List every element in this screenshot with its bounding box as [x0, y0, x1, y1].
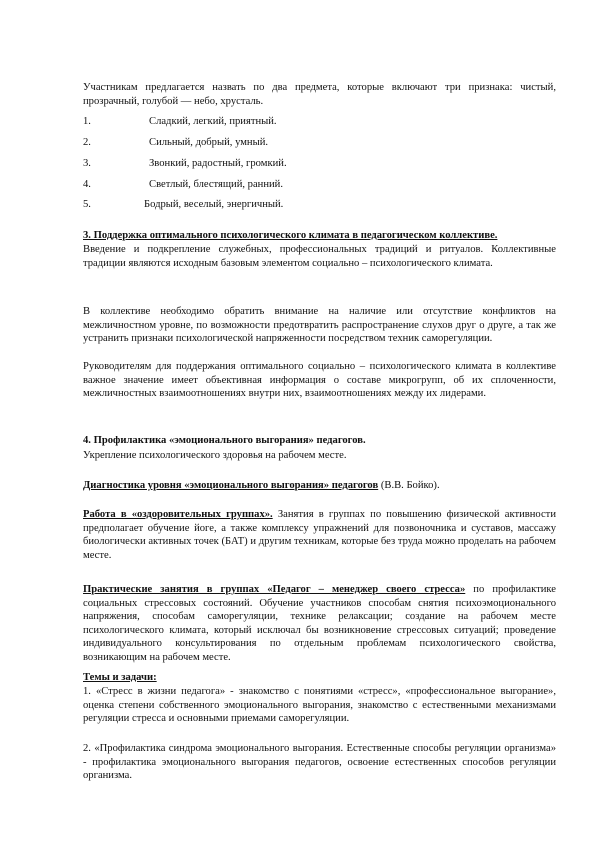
- list-item: [83, 115, 556, 129]
- section3-paragraph-1: [83, 243, 556, 270]
- list-item: [83, 157, 556, 171]
- section3-heading: 3. Поддержка оптимального психологического климата в педагогическом коллективе.: [83, 230, 498, 241]
- practice-text: по профилактике социальных стрессовых состояний. Обучение участников способам снятия психоэмоционального напряжения, способам саморегуляции, технике релаксации; создание на рабочем месте психологического климата, который исключал бы возникновение стрессовых ситуаций; проведение индивидуального консультирования по отдельным проблемам психологического свойства, возникающим на рабочем месте.: [83, 584, 556, 663]
- list-item: [83, 178, 556, 192]
- list-text: Сильный, добрый, умный.: [149, 137, 269, 148]
- topic-2: [83, 742, 556, 783]
- intro-paragraph: [83, 81, 556, 108]
- section3-paragraph-3: [83, 360, 556, 401]
- list-number: 5.: [83, 199, 91, 210]
- section3-p2-text: В коллективе необходимо обратить внимание на наличие или отсутствие конфликтов на межличностном уровне, по возможности предотвратить распространение слухов друг о друге, а так же устранить признаки психологической напряженности посредством техник саморегуляции.: [83, 306, 556, 345]
- list-text: Сладкий, легкий, приятный.: [149, 116, 277, 127]
- practice-title: Практические занятия в группах «Педагог – менеджер своего стресса»: [83, 584, 466, 595]
- list-number: 2.: [83, 137, 91, 148]
- section3-p3-text: Руководителям для поддержания оптимального социально – психологического климата в коллективе важное значение имеет объективная информация о составе микрогрупп, об их сплоченности, межличностных взаимоотношениях внутри них, взаимоотношениях между их лидерами.: [83, 361, 556, 400]
- list-number: 1.: [83, 116, 91, 127]
- topics-heading: Темы и задачи:: [83, 672, 157, 683]
- list-text: Бодрый, веселый, энергичный.: [144, 199, 284, 210]
- diagnostics-line: [83, 479, 556, 493]
- wellness-groups-paragraph: [83, 508, 556, 562]
- topic-1: [83, 685, 556, 726]
- wellness-groups-text: Занятия в группах по повышению физической активности предполагает обучение йоге, а также комплексу упражнений для позвоночника и суставов, массажу биологически активных точек (БАТ) и другим техникам, которые без труда можно проделать на рабочем месте.: [83, 509, 556, 561]
- intro-text: Участникам предлагается назвать по два предмета, которые включают три признака: чистый, прозрачный, голубой — небо, хрусталь.: [83, 82, 556, 107]
- diagnostics-author: (В.В. Бойко).: [378, 480, 440, 491]
- section4-subheading: Укрепление психологического здоровья на рабочем месте.: [83, 450, 347, 461]
- list-item: [83, 136, 556, 150]
- wellness-groups-title: Работа в «оздоровительных группах».: [83, 509, 273, 520]
- list-text: Звонкий, радостный, громкий.: [149, 158, 287, 169]
- list-number: 3.: [83, 158, 91, 169]
- list-number: 4.: [83, 179, 91, 190]
- diagnostics-title: Диагностика уровня «эмоционального выгорания» педагогов: [83, 480, 379, 491]
- list-item: [83, 198, 556, 212]
- section4-heading: 4. Профилактика «эмоционального выгорания» педагогов.: [83, 435, 366, 446]
- section3-paragraph-2: [83, 305, 556, 346]
- section3-p1-text: Введение и подкрепление служебных, профессиональных традиций и ритуалов. Коллективные традиции являются исходным базовым элементом социально – психологического климата.: [83, 244, 556, 269]
- topic-2-text: 2. «Профилактика синдрома эмоционального выгорания. Естественные способы регуляции организма» - профилактика эмоционального выгорания педагогов, освоение естественных способов регуляции организма.: [83, 743, 556, 782]
- list-text: Светлый, блестящий, ранний.: [149, 179, 284, 190]
- practice-paragraph: [83, 583, 556, 665]
- topic-1-text: 1. «Стресс в жизни педагога» - знакомство с понятиями «стресс», «профессиональное выгорание», оценка степени собственного эмоционального выгорания, знакомство с естественными механизмами регуляции стресса и основными приемами саморегуляции.: [83, 686, 556, 725]
